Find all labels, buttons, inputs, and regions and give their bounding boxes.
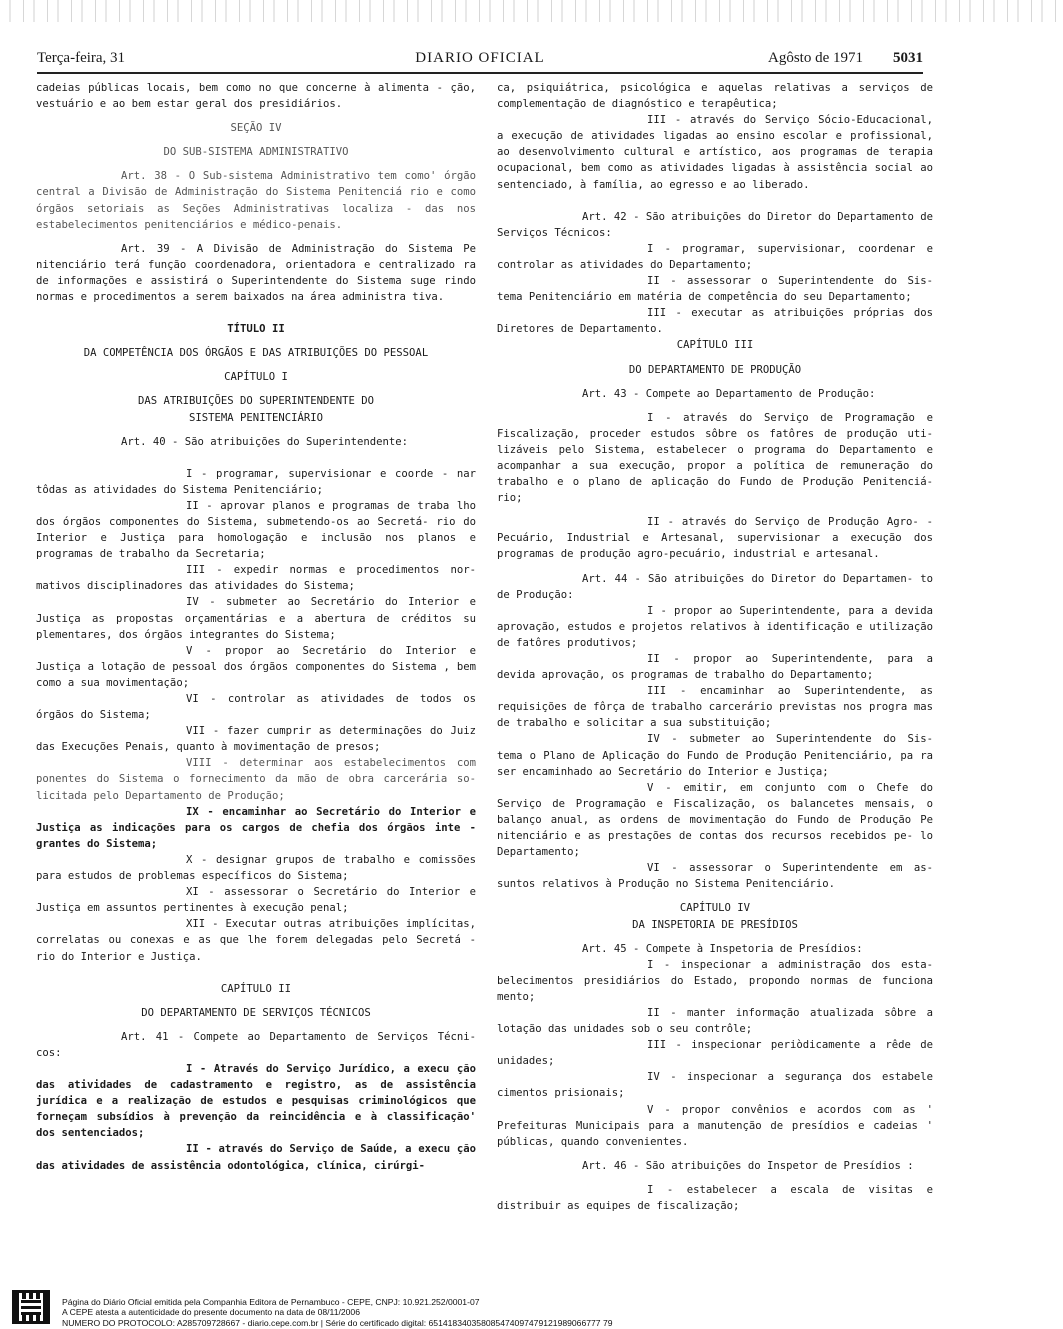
- scan-noise: [0, 0, 1063, 22]
- title-subheading: DA COMPETÊNCIA DOS ÓRGÃOS E DAS ATRIBUIÇÕES DO PESSOAL: [83, 347, 429, 360]
- article-39: Art. 39 - A Divisão de Administração do Sistema Pe nitenciário terá função coordenadora, orientadora e centralizado ra de informações e assistirá o Superintendente do Sistema suge rindo normas e procedimentos a serem baixados na área administra tiva.: [36, 242, 476, 304]
- footer-line: A CEPE atesta a autenticidade do presente documento na data de 08/11/2006: [62, 1307, 360, 1318]
- article-44-item: IV - submeter ao Superintendente do Sis- tema o Plano de Aplicação do Fundo de Produção Penitenciário, pa ra ser encaminhado ao Secretário do Interior e Justiça;: [497, 733, 933, 778]
- qr-code-icon: [12, 1290, 50, 1324]
- intro-paragraph: cadeias públicas locais, bem como no que concerne à alimenta - ção, vestuário e ao bem estar geral dos presidiários.: [36, 82, 476, 111]
- header-date: Agôsto de 1971: [768, 50, 863, 66]
- header-day: Terça-feira, 31: [37, 50, 126, 66]
- article-44-item: V - emitir, em conjunto com o Chefe do Serviço de Programação e Fiscalização, os balancetes mensais, o balanço anual, as ordens de movimentação do Fundo de Produção Pe nitenciário e as prestações de contas dos recursos recebidos pe- lo Departamento;: [497, 781, 933, 859]
- footer-line: NUMERO DO PROTOCOLO: A285709728667 - diario.cepe.com.br | Série do certificado digital: 651418340358085474097479121989066777 79: [62, 1317, 613, 1328]
- section-title: DO SUB-SISTEMA ADMINISTRATIVO: [163, 146, 349, 159]
- chapter-title-line2: SISTEMA PENITENCIÁRIO: [189, 411, 323, 424]
- article-40-item: II - aprovar planos e programas de traba lho dos órgãos componentes do Sistema, submetendo-os ao Secretá- rio do Interior e Justiça para homologação e inclusão nos planos e programas de trabalho da Secretaria;: [36, 499, 476, 561]
- chapter-title: DO DEPARTAMENTO DE PRODUÇÃO: [628, 363, 802, 376]
- header-paper: DIARIO OFICIAL: [415, 50, 545, 66]
- article-42-item: I - programar, supervisionar, coordenar e controlar as atividades do Departamento;: [497, 242, 933, 271]
- article-46-item: I - estabelecer a escala de visitas e distribuir as equipes de fiscalização;: [497, 1183, 933, 1212]
- chapter-title: DA INSPETORIA DE PRESÍDIOS: [632, 918, 798, 931]
- article-40-item: VIII - determinar aos estabelecimentos com ponentes do Sistema o fornecimento da mão de obra carcerária so- licitada pelo Departamento de Produção;: [36, 757, 476, 802]
- article-40-item: IX - encaminhar ao Secretário do Interior e Justiça as indicações para os cargos de chefia dos órgãos inte - grantes do Sistema;: [36, 805, 476, 850]
- article-38: Art. 38 - O Sub-sistema Administrativo tem como' órgão central a Divisão de Administração do Sistema Penitenciá rio e como órgãos setoriais as Seções Administrativas localiza - das nos estabelecimentos penitenciários e médico-penais.: [36, 170, 476, 231]
- article-45-item: IV - inspecionar a segurança dos estabele cimentos prisionais;: [497, 1071, 933, 1100]
- chapter-heading: CAPÍTULO II: [220, 982, 292, 995]
- chapter-title: DO DEPARTAMENTO DE SERVIÇOS TÉCNICOS: [141, 1006, 371, 1019]
- article-40-item: IV - submeter ao Secretário do Interior e Justiça as propostas orçamentárias e a abertura de créditos su plementares, dos órgãos integrantes do Sistema;: [36, 596, 476, 641]
- article-41-item: II - através do Serviço de Saúde, a execu ção das atividades de assistência odontológica, clínica, cirúrgi-: [36, 1143, 476, 1172]
- article-45: Art. 45 - Compete à Inspetoria de Presídios:: [582, 942, 863, 955]
- section-heading: SEÇÃO IV: [230, 122, 282, 135]
- article-40-item: VI - controlar as atividades de todos os órgãos do Sistema;: [36, 693, 476, 722]
- article-44: Art. 44 - São atribuições do Diretor do Departamen- to de Produção:: [497, 572, 933, 601]
- article-44-item: II - propor ao Superintendente, para a devida aprovação, os programas de trabalho do Departamento;: [497, 653, 933, 682]
- article-40-item: V - propor ao Secretário do Interior e Justiça a lotação de pessoal dos órgãos componentes do Sistema , bem como a sua movimentação;: [36, 644, 476, 689]
- footer-line: Página do Diário Oficial emitida pela Companhia Editora de Pernambuco - CEPE, CNPJ: 10.921.252/0001-07: [62, 1297, 480, 1307]
- article-41: Art. 41 - Compete ao Departamento de Serviços Técni- cos:: [36, 1030, 476, 1059]
- chapter-heading: CAPÍTULO IV: [679, 902, 751, 915]
- article-45-item: I - inspecionar a administração dos esta- belecimentos presidiários do Estado, propondo normas de funciona mento;: [497, 958, 933, 1003]
- article-45-item: III - inspecionar periòdicamente a rêde de unidades;: [497, 1039, 933, 1068]
- article-40-item: XI - assessorar o Secretário do Interior e Justiça em assuntos pertinentes à execução penal;: [36, 886, 476, 915]
- article-40-item: VII - fazer cumprir as determinações do Juiz das Execuções Penais, quanto à movimentação de presos;: [36, 725, 476, 754]
- article-45-item: V - propor convênios e acordos com as ' Prefeituras Municipais para a manutenção de presídios e cadeias ' públicas, quando convenientes.: [497, 1103, 933, 1148]
- title-heading: TÍTULO II: [227, 323, 285, 336]
- header-page-number: 5031: [893, 50, 923, 66]
- article-42-item: III - executar as atribuições próprias dos Diretores de Departamento.: [497, 307, 933, 336]
- chapter-heading: CAPÍTULO I: [224, 371, 288, 384]
- article-43-item: I - através do Serviço de Programação e Fiscalização, proceder estudos sôbre os fatôres de produção uti- lizáveis pelo Sistema, estabelecer o programa do Departamento e acompanhar a sua execução, propor a política de remuneração do trabalho e o plano de aplicação do Fundo de Produção Penitenciá- rio;: [497, 411, 933, 505]
- article-42-item: II - assessorar o Superintendente do Sis- tema Penitenciário em matéria de competência do seu Departamento;: [497, 275, 933, 304]
- article-46: Art. 46 - São atribuições do Inspetor de Presídios :: [582, 1159, 914, 1172]
- certification-footer: [8, 1287, 1048, 1327]
- article-40-item: XII - Executar outras atribuições implícitas, correlatas ou conexas e as que lhe forem delegadas pelo Secretá - rio do Interior e Justiça.: [36, 918, 476, 963]
- article-41-item: I - Através do Serviço Jurídico, a execu ção das atividades de cadastramento e registro, as de assistência jurídica e a realização de estudos e pesquisas criminológicos que forneçam subsídios à prevenção da reincidência e à classificação' dos sentenciados;: [36, 1062, 476, 1140]
- article-44-item: I - propor ao Superintendente, para a devida aprovação, estudos e projetos relativos à identificação e utilização de fatôres produtivos;: [497, 604, 933, 649]
- article-44-item: VI - assessorar o Superintendente em as- suntos relativos à Produção no Sistema Penitenciário.: [497, 862, 933, 891]
- article-44-item: III - encaminhar ao Superintendente, as requisições de fôrça de trabalho carcerário previstas nos progra mas de trabalho e solicitar a sua substituição;: [497, 685, 933, 730]
- article-41-item: III - através do Serviço Sócio-Educacional, a execução de atividades ligadas ao ensino escolar e profissional, ao desenvolvimento cultural e artístico, aos programas de terapia ocupacional, bem como as atividades ligadas à assistência social ao sentenciado, à família, ao egresso e ao liberado.: [497, 114, 933, 191]
- article-40: Art. 40 - São atribuições do Superintendente:: [121, 435, 409, 448]
- continuation-paragraph: ca, psiquiátrica, psicológica e aquelas relativas a serviços de complementação de diagnóstico e terapêutica;: [497, 82, 933, 111]
- right-column: [497, 80, 933, 1214]
- article-43-item: II - através do Serviço de Produção Agro- -Pecuário, Industrial e Artesanal, supervisionar a execução dos programas de produção agro-pecuário, industrial e artesanal.: [497, 516, 933, 561]
- article-40-item: I - programar, supervisionar e coorde - nar tôdas as atividades do Sistema Penitenciário;: [36, 467, 476, 496]
- article-43: Art. 43 - Compete ao Departamento de Produção:: [582, 387, 876, 400]
- article-42: Art. 42 - São atribuições do Diretor do Departamento de Serviços Técnicos:: [497, 210, 933, 239]
- article-45-item: II - manter informação atualizada sôbre a lotação das unidades sob o seu contrôle;: [497, 1006, 933, 1036]
- page-header: [37, 50, 923, 74]
- article-40-item: III - expedir normas e procedimentos nor- mativos disciplinadores das atividades do Sistema;: [36, 564, 476, 593]
- chapter-heading: CAPÍTULO III: [676, 339, 754, 352]
- chapter-title-line1: DAS ATRIBUIÇÕES DO SUPERINTENDENTE DO: [138, 395, 374, 408]
- article-40-item: X - designar grupos de trabalho e comissões para estudos de problemas específicos do Sistema;: [36, 853, 476, 883]
- left-column: [36, 80, 476, 1174]
